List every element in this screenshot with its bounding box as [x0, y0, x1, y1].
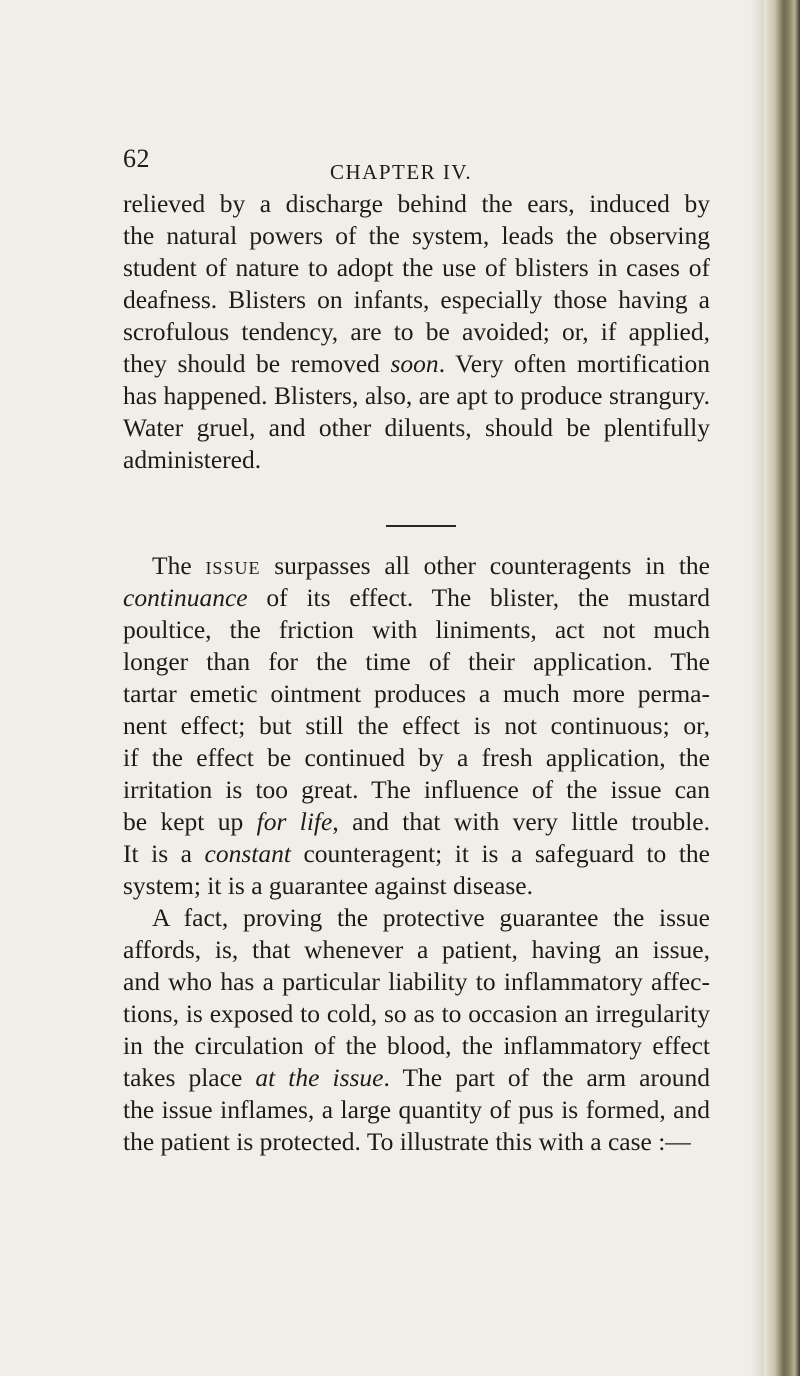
text-line: [123, 1062, 710, 1094]
text-run: surpasses all other counteragents in the: [260, 551, 710, 580]
text-line: [123, 348, 710, 380]
italic-run: soon: [390, 349, 439, 378]
text-line: and who has a particular liability to inflammatory affec-: [123, 967, 710, 996]
text-line: the patient is protected. To illustrate this with a case :—: [123, 1127, 691, 1156]
text-line: administered.: [123, 445, 262, 474]
text-line: the natural powers of the system, leads the observing: [123, 221, 710, 250]
text-line: system; it is a guarantee against disease.: [123, 871, 534, 900]
text-line: tions, is exposed to cold, so as to occasion an irregularity: [123, 999, 710, 1028]
italic-run: for life: [256, 807, 333, 836]
section-divider: [386, 525, 456, 527]
text-line: [123, 806, 710, 838]
text-line: A fact, proving the protective guarantee the issue: [152, 903, 710, 932]
text-run: they should be removed: [123, 349, 391, 378]
page-edge: [764, 0, 800, 1376]
text-line: student of nature to adopt the use of blisters in cases of: [123, 253, 710, 282]
text-run: The: [152, 551, 206, 580]
text-line: has happened. Blisters, also, are apt to produce strangury.: [123, 381, 710, 410]
text-line: scrofulous tendency, are to be avoided; or, if applied,: [123, 317, 710, 346]
text-line: affords, is, that whenever a patient, having an issue,: [123, 935, 710, 964]
paragraph-1: [123, 188, 710, 476]
text-run: takes place: [123, 1063, 256, 1092]
text-run: . The part of the arm around: [383, 1063, 710, 1092]
text-line: [123, 550, 710, 582]
italic-run: continuance: [123, 583, 248, 612]
page-number: 62: [123, 144, 150, 173]
text-run: . Very often mortification: [438, 349, 710, 378]
text-line: poultice, the friction with liniments, act not much: [123, 615, 710, 644]
text-run: It is a: [123, 839, 205, 868]
text-line: relieved by a discharge behind the ears, induced by: [123, 189, 710, 218]
italic-run: at the issue: [255, 1063, 384, 1092]
text-line: the issue inflames, a large quantity of pus is formed, and: [123, 1095, 710, 1124]
text-line: [123, 838, 710, 870]
small-caps-run: issue: [205, 551, 261, 580]
text-line: in the circulation of the blood, the inflammatory effect: [123, 1031, 710, 1060]
text-line: if the effect be continued by a fresh application, the: [123, 743, 710, 772]
text-run: , and that with very little trouble.: [332, 807, 710, 836]
text-run: be kept up: [123, 807, 257, 836]
text-line: nent effect; but still the effect is not continuous; or,: [123, 711, 710, 740]
text-line: [123, 582, 710, 614]
text-line: longer than for the time of their application. The: [123, 647, 710, 676]
running-head: CHAPTER IV.: [330, 160, 473, 184]
page-edge-shadow: [750, 0, 764, 1376]
text-line: deafness. Blisters on infants, especially those having a: [123, 285, 710, 314]
paragraph-2: [123, 550, 710, 1158]
text-run: counteragent; it is a safeguard to the: [290, 839, 710, 868]
italic-run: constant: [204, 839, 291, 868]
text-line: irritation is too great. The influence of the issue can: [123, 775, 710, 804]
text-line: Water gruel, and other diluents, should be plentifully: [123, 413, 710, 442]
text-run: of its effect. The blister, the mustard: [247, 583, 710, 612]
text-line: tartar emetic ointment produces a much more perma-: [123, 679, 710, 708]
